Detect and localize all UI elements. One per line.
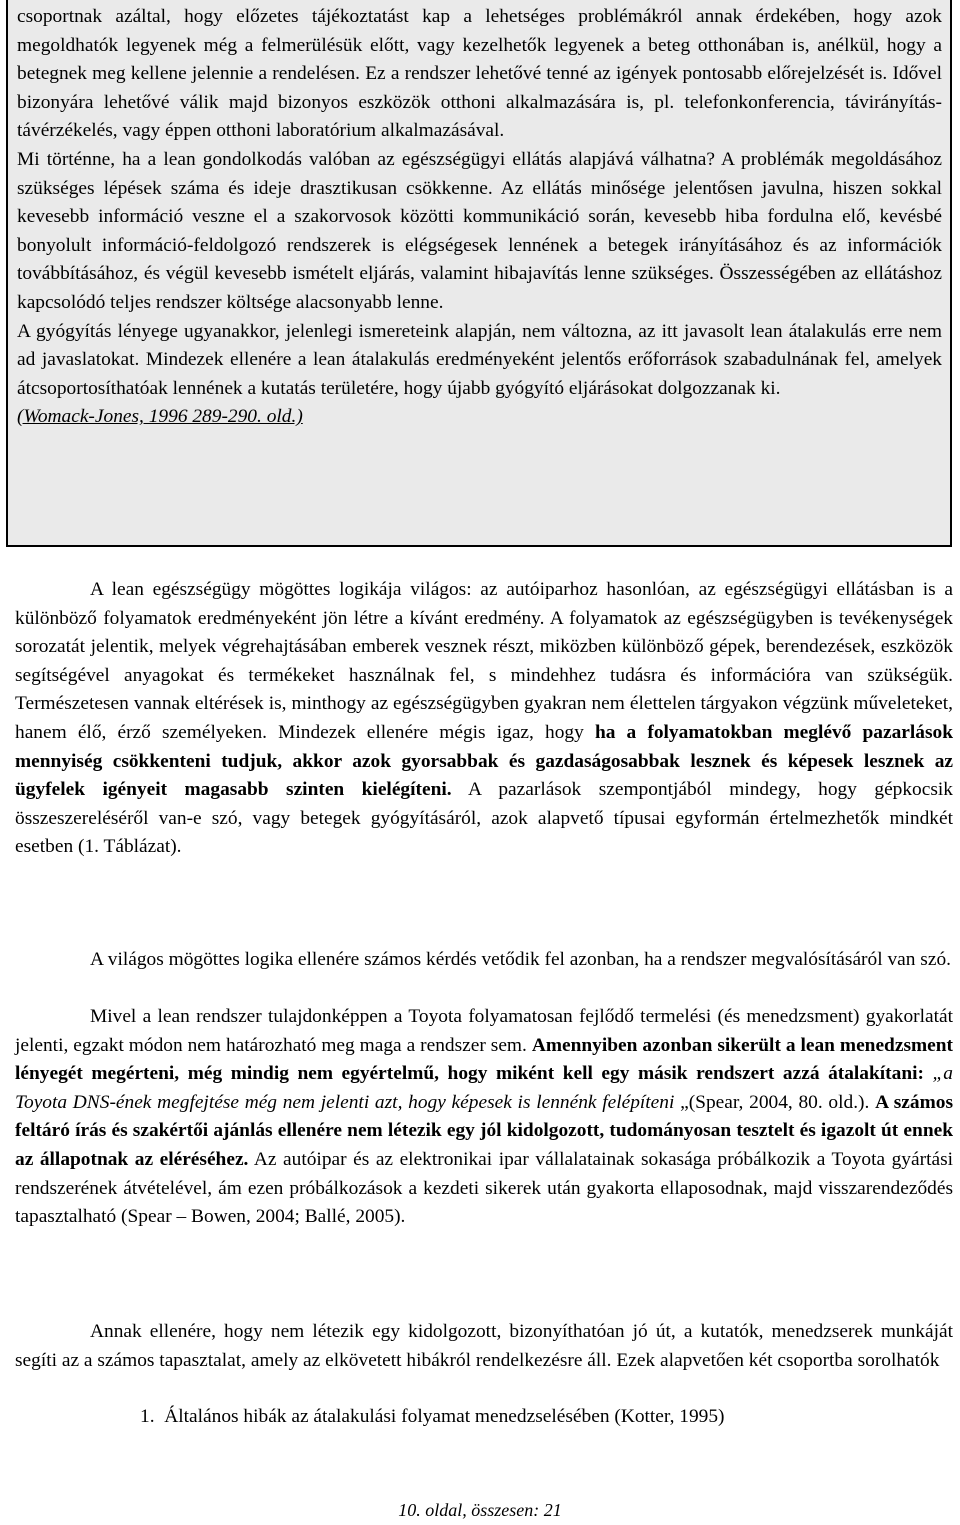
quote-paragraph-3: A gyógyítás lényege ugyanakkor, jelenlegi ismereteink alapján, nem változna, az itt javasolt lean átalakulás erre nem ad javaslatokat. Mindezek ellenére a lean átalakulás eredményeként jelentős erőforrások szabadulnának fel, amelyek átcsoportosíthatóak lennének a kutatás területére, hogy újabb gyógyító eljárásokat dolgozzanak ki.: [17, 320, 942, 399]
quote-paragraph-2: Mi történne, ha a lean gondolkodás valóban az egészségügyi ellátás alapjává válhatna? A problémák megoldásához szükséges lépések száma és ideje drasztikusan csökkenne. Az ellátás minősége jelentősen javulna, hiszen sokkal kevesebb információ veszne el a szakorvosok közötti kommunikáció során, kevesebb hiba fordulna elő, kevésbé bonyolult információ-feldolgozó rendszerek is elégségesek lennének a betegek irányításához és az információk továbbításához, és végül kevesebb ismételt eljárás, valamint hibajavítás lenne szükséges. Összességében az ellátáshoz kapcsolódó teljes rendszer költsége alacsonyabb lenne.: [17, 148, 942, 313]
paragraph-3-text-b: „(Spear, 2004, 80. old.).: [680, 1091, 876, 1113]
list-item: [140, 1403, 725, 1432]
paragraph-1-text-b: A pazarlások szempontjából mindegy, hogy gépkocsik összeszereléséről van-e szó, vagy betegek gyógyításáról, azok alapvető típusai egyformán értelmezhetők mindkét esetben (1. Táblázat).: [15, 779, 953, 858]
paragraph-3-bold-b: A számos feltáró írás és szakértői ajánlás ellenére nem létezik egy jól kidolgozott, tudományosan tesztelt és igazolt út ennek az állapotnak az eléréséhez.: [15, 1091, 953, 1170]
quote-paragraph-1: csoportnak azáltal, hogy előzetes tájékoztatást kap a lehetséges problémákról annak érdekében, hogy azok megoldhatók legyenek még a felmerülésük előtt, vagy kezelhetők legyenek a beteg otthonában is, anélkül, hogy a betegnek meg kellene jelennie a rendelésen. Ez a rendszer lehetővé tenné az igények pontosabb előrejelzését is. Idővel bizonyára lehetővé válik majd bizonyos eszközök otthoni alkalmazására is, pl. telefonkonferencia, távirányítás-távérzékelés, vagy éppen otthoni laboratórium alkalmazásával.: [17, 6, 942, 142]
paragraph-lean-logic: [15, 576, 953, 862]
paragraph-1-bold: ha a folyamatokban meglévő pazarlások mennyiség csökkenteni tudjuk, akkor azok gyorsabbak és gazdaságosabbak lesznek és képesek lesznek az ügyfelek igényeit magasabb szinten kielégíteni.: [15, 721, 953, 801]
quote-box: [6, 0, 952, 547]
paragraph-3-bold-a: Amennyiben azonban sikerült a lean menedzsment lényegét megérteni, még mindig nem egyértelmű, hogy miként kell egy másik rendszert azzá átalakítani:: [15, 1034, 953, 1085]
paragraph-questions: [15, 946, 953, 975]
list-item-text: Általános hibák az átalakulási folyamat menedzselésében (Kotter, 1995): [164, 1406, 725, 1427]
paragraph-toyota: [15, 1003, 953, 1232]
paragraph-1-text-a: A lean egészségügy mögöttes logikája világos: az autóiparhoz hasonlóan, az egészségügyi ellátásban is a különböző folyamatok eredményeként jön létre a kívánt eredmény. A folyamatok az egészségügyben is tevékenységek sorozatát jelentik, melyek végrehajtásában emberek vesznek részt, miközben különböző gépek, berendezések, eszközök segítségével anyagokat és termékeket használnak fel, s mindehhez tudásra és információra van szükségük. Természetesen vannak eltérések is, minthogy az egészségügyben gyakran nem élettelen tárgyakon végzünk műveleteket, hanem élő, érző személyeken. Mindezek ellenére mégis igaz, hogy: [15, 579, 953, 743]
paragraph-3-text-c: Az autóipar és az elektronikai ipar vállalatainak sokasága próbálkozik a Toyota gyártási rendszerének átvételével, ám ezen próbálkozások a kezdeti sikerek után gyakorta ellaposodnak, majd visszarendeződés tapasztalható (Spear – Bowen, 2004; Ballé, 2005).: [15, 1148, 953, 1228]
quote-citation: (Womack-Jones, 1996 289-290. old.): [17, 406, 303, 428]
page-footer: 10. oldal, összesen: 21: [398, 1500, 562, 1520]
list-item-number: 1.: [140, 1406, 155, 1427]
paragraph-experience: [15, 1318, 953, 1375]
paragraph-4-text: Annak ellenére, hogy nem létezik egy kidolgozott, bizonyíthatóan jó út, a kutatók, menedzserek munkáját segíti az a számos tapasztalat, amely az elkövetett hibákról rendelkezésre áll. Ezek alapvetően két csoportba sorolhatók: [15, 1321, 953, 1371]
paragraph-3-italic-quote: „a Toyota DNS-ének megfejtése még nem jelenti azt, hogy képesek is lennénk felépíteni: [15, 1063, 953, 1113]
paragraph-2-text: A világos mögöttes logika ellenére számos kérdés vetődik fel azonban, ha a rendszer megvalósításáról van szó.: [90, 949, 951, 970]
paragraph-3-text-a: Mivel a lean rendszer tulajdonképpen a Toyota folyamatosan fejlődő termelési (és menedzsment) gyakorlatát jelenti, egzakt módon nem határozható meg maga a rendszer sem.: [15, 1006, 953, 1056]
